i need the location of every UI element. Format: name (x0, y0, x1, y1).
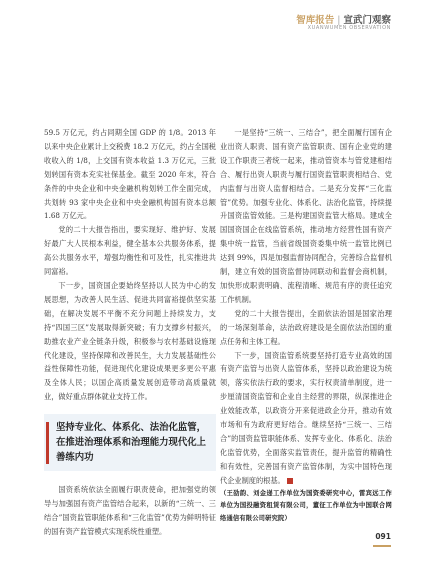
paragraph: 党的二十大报告提出，全面依法治国是国家治理的一场深刻革命，法治政府建设是全面依法治国的重点任务和主体工程。 (220, 308, 392, 346)
page-header (0, 0, 427, 40)
section-heading: 坚持专业化、体系化、法治化监管，在推进治理体系和治理能力现代化上善练内功 (56, 422, 207, 464)
publication-title (296, 12, 391, 26)
paragraph (220, 349, 392, 488)
author-credit: （王劭韵、刘金递工作单位为国资委研究中心，雷宾远工作单位为国投融资租赁有限公司，董征工作单位为中国联合网络通信有限公司研究院） (220, 489, 392, 522)
publication-subtitle: XUANWUMEN OBSERVATION (307, 25, 391, 31)
page-number: 091 (375, 532, 391, 541)
paragraph: 一是坚持“三统一、三结合”，把全面履行国有企业出资人职责、国有资产监管职责、国有企业党的建设工作职责三者统一起来，推动管资本与管党建相结合、履行出资人职责与履行国资监管职责相结合、党内监督与出资人监督相结合。二是充分发挥“三化监管”优势。加强专业化、体系化、法治化监管，持续提升国资监管效能。三是构建国资监管大格局。建成全国国资国企在线监管系统，推动地方经营性国有资产集中统一监管，当前省级国资委集中统一监管比例已达到 99%，四是加强监督协同配合，完善综合监督机制，建立有效的国资监督协同联动和监督会商机制，加快形成职责明确、流程清晰、规范有序的责任追究工作机制。 (220, 128, 392, 304)
title-separator: | (337, 15, 341, 26)
column-name: 智库报告 (296, 15, 335, 26)
left-column (44, 126, 216, 539)
section-heading-box (44, 414, 216, 471)
publication-name: 宣武门观察 (343, 15, 391, 26)
right-column (220, 126, 392, 525)
paragraph: 国资系统依法全面履行职责使命，把加强党的领导与加强国有资产监管结合起来，以新的“三统一、三结合”国资监管职能体系和“三化监管”优势为鲜明特征的国有资产监管模式实现系统性重塑。 (44, 485, 216, 536)
paragraph: 下一步，国资国企要始终坚持以人民为中心的发展思想，为改善人民生活、促进共同富裕提供坚实基础，在解决发展不平衡不充分问题上持续发力，支持“四国三区”发展取得新突破；有力支撑乡村振兴，助推农业产业全链条升级，积极参与农村基础设施现代化建设，坚持保障和改善民生，大力发展基础性公益性保障性功能，促进现代化建设成果更多更公平惠及全体人民；以国企高质量发展创造带动高质量就业，做好重点群体就业支持工作。 (44, 280, 216, 402)
paragraph: 59.5 万亿元，约占同期全国 GDP 的 1/8。2013 年以来中央企业累计上交税费 18.2 万亿元，约占全国税收收入的 1/8，上交国有资本收益 1.3 万亿元，三批划转国有资本充实社保基金。截至 2020 年末，符合条件的中央企业和中央金融机构划转工作全面完成，共划转 93 家中央企业和中央金融机构国有资本总额 1.68 万亿元。 (44, 128, 216, 221)
end-mark-icon (287, 478, 293, 484)
paragraph: 党的二十大报告指出，要实现好、维护好、发展好最广大人民根本利益，健全基本公共服务体系，提高公共服务水平，增强均衡性和可及性，扎实推进共同富裕。 (44, 225, 216, 277)
page-number-bar (373, 545, 391, 547)
paragraph-text: 下一步，国资监管系统要坚持打造专业高效的国有资产监管与出资人监管体系，坚持以政治建设为统领，落实依法行政的要求，实行权责清单制度，进一步厘清国资监管和企业自主经营的界限，纵深推进企业效能改革，以政资分开来促进政企分开，推动有效市场和有为政府更好结合。继续坚持“三统一、三结合”的国资监管职能体系、发挥专业化、体系化、法治化监管优势，全面落实监管责任，提升监管的精确性和有效性，完善国有资产监管体制，为实中国特色现代企业制度的根基。 (220, 350, 392, 485)
